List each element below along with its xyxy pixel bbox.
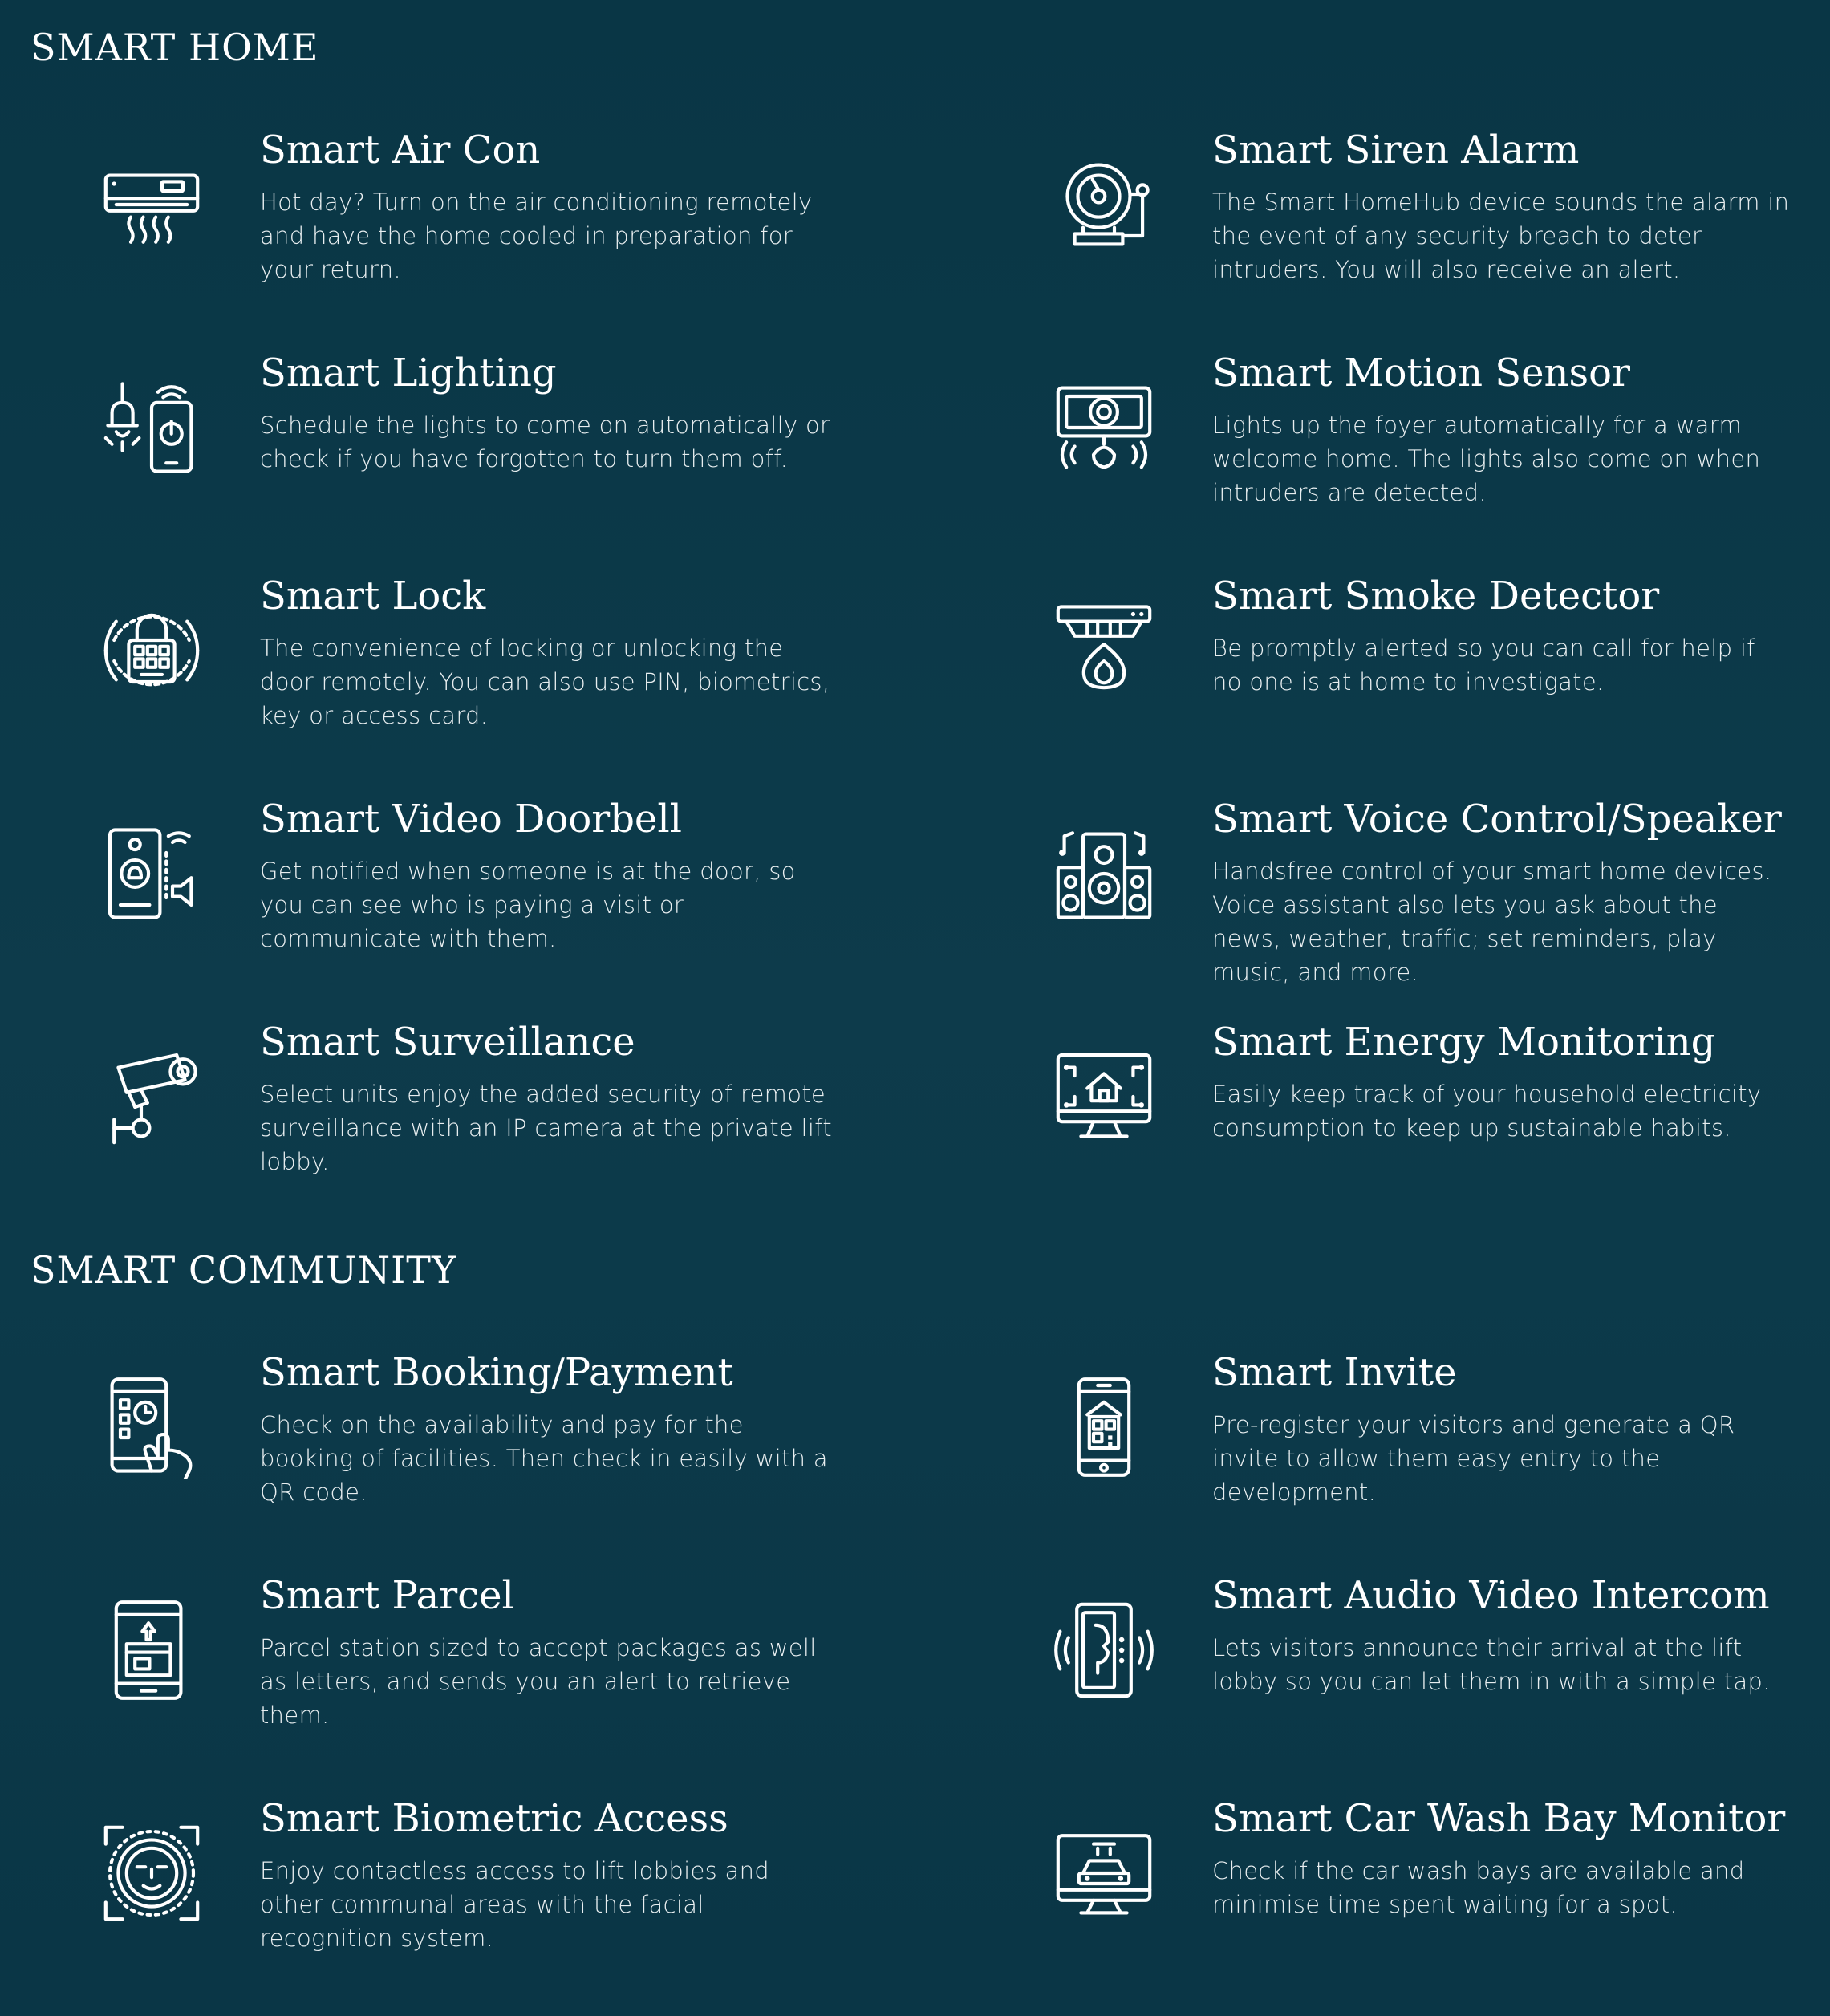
feature-smart-car-wash-bay-monitor <box>1052 1797 1830 1998</box>
feature-title: Smart Energy Monitoring <box>1212 1020 1716 1065</box>
feature-description: Lights up the foyer automatically for a warm welcome home. The lights also come on when intruders are detected. <box>1212 412 1761 507</box>
feature-description: Hot day? Turn on the air conditioning remotely and have the home cooled in preparation for your return. <box>260 189 813 284</box>
feature-title: Smart Invite <box>1212 1350 1457 1395</box>
smart-lamp-phone-icon <box>99 375 204 480</box>
feature-description: Check if the car wash bays are available and minimise time spent waiting for a spot. <box>1212 1857 1745 1919</box>
video-intercom-icon <box>1052 1598 1156 1702</box>
feature-title: Smart Air Con <box>260 128 541 172</box>
speaker-icon <box>1052 821 1156 926</box>
feature-smart-air-con <box>99 128 1014 329</box>
feature-smart-siren-alarm <box>1052 128 1830 329</box>
face-scan-icon <box>99 1821 204 1925</box>
smart-home-heading: SMART HOME <box>30 26 319 69</box>
feature-description: Pre-register your visitors and generate a QR invite to allow them easy entry to the development. <box>1212 1411 1735 1507</box>
car-monitor-icon <box>1052 1821 1156 1925</box>
feature-title: Smart Motion Sensor <box>1212 351 1630 395</box>
feature-description: Handsfree control of your smart home devices. Voice assistant also lets you ask about the news, weather, traffic; set reminders, play music, and more. <box>1212 858 1772 987</box>
feature-title: Smart Lock <box>260 574 486 619</box>
feature-smart-energy-monitoring <box>1052 1020 1830 1221</box>
feature-description: Parcel station sized to accept packages as well as letters, and sends you an alert to retrieve them. <box>260 1634 817 1730</box>
feature-smart-surveillance <box>99 1020 1014 1221</box>
phone-qr-icon <box>1052 1375 1156 1479</box>
feature-title: Smart Lighting <box>260 351 557 395</box>
feature-smart-motion-sensor <box>1052 351 1830 552</box>
cctv-camera-icon <box>99 1045 204 1149</box>
feature-title: Smart Parcel <box>260 1573 514 1618</box>
feature-smart-smoke-detector <box>1052 574 1830 775</box>
feature-description: Enjoy contactless access to lift lobbies and other communal areas with the facial recognition system. <box>260 1857 770 1953</box>
phone-booking-icon <box>99 1375 204 1479</box>
feature-smart-voice-control <box>1052 797 1830 998</box>
feature-title: Smart Voice Control/Speaker <box>1212 797 1782 842</box>
feature-title: Smart Audio Video Intercom <box>1212 1573 1770 1618</box>
feature-smart-video-doorbell <box>99 797 1014 998</box>
feature-smart-parcel <box>99 1574 1014 1775</box>
feature-smart-lighting <box>99 351 1014 552</box>
phone-parcel-icon <box>99 1598 204 1702</box>
feature-title: Smart Video Doorbell <box>260 797 683 842</box>
smoke-detector-icon <box>1052 598 1156 703</box>
energy-monitor-icon <box>1052 1045 1156 1149</box>
feature-description: Check on the availability and pay for the booking of facilities. Then check in easily with a QR code. <box>260 1411 828 1507</box>
feature-description: Schedule the lights to come on automatically or check if you have forgotten to turn them off. <box>260 412 830 473</box>
feature-title: Smart Biometric Access <box>260 1796 728 1841</box>
feature-smart-booking-payment <box>99 1351 1014 1552</box>
feature-title: Smart Smoke Detector <box>1212 574 1660 619</box>
feature-smart-biometric-access <box>99 1797 1014 1998</box>
air-conditioner-icon <box>99 152 204 257</box>
feature-description: Get notified when someone is at the door, so you can see who is paying a visit or communicate with them. <box>260 858 796 953</box>
padlock-keypad-icon <box>99 598 204 703</box>
siren-bell-icon <box>1052 152 1156 257</box>
feature-description: The convenience of locking or unlocking the door remotely. You can also use PIN, biometrics, key or access card. <box>260 635 830 730</box>
feature-title: Smart Surveillance <box>260 1020 635 1065</box>
motion-sensor-icon <box>1052 375 1156 480</box>
video-doorbell-icon <box>99 821 204 926</box>
feature-smart-invite <box>1052 1351 1830 1552</box>
feature-smart-audio-video-intercom <box>1052 1574 1830 1775</box>
feature-description: The Smart HomeHub device sounds the alarm in the event of any security breach to deter intruders. You will also receive an alert. <box>1212 189 1790 284</box>
feature-smart-lock <box>99 574 1014 775</box>
feature-description: Be promptly alerted so you can call for help if no one is at home to investigate. <box>1212 635 1755 696</box>
feature-title: Smart Car Wash Bay Monitor <box>1212 1796 1786 1841</box>
feature-description: Select units enjoy the added security of remote surveillance with an IP camera at the private lift lobby. <box>260 1081 832 1176</box>
feature-description: Lets visitors announce their arrival at the lift lobby so you can let them in with a simple tap. <box>1212 1634 1771 1696</box>
smart-community-heading: SMART COMMUNITY <box>30 1248 457 1292</box>
feature-title: Smart Booking/Payment <box>260 1350 733 1395</box>
feature-title: Smart Siren Alarm <box>1212 128 1580 172</box>
feature-description: Easily keep track of your household electricity consumption to keep up sustainable habits. <box>1212 1081 1762 1142</box>
